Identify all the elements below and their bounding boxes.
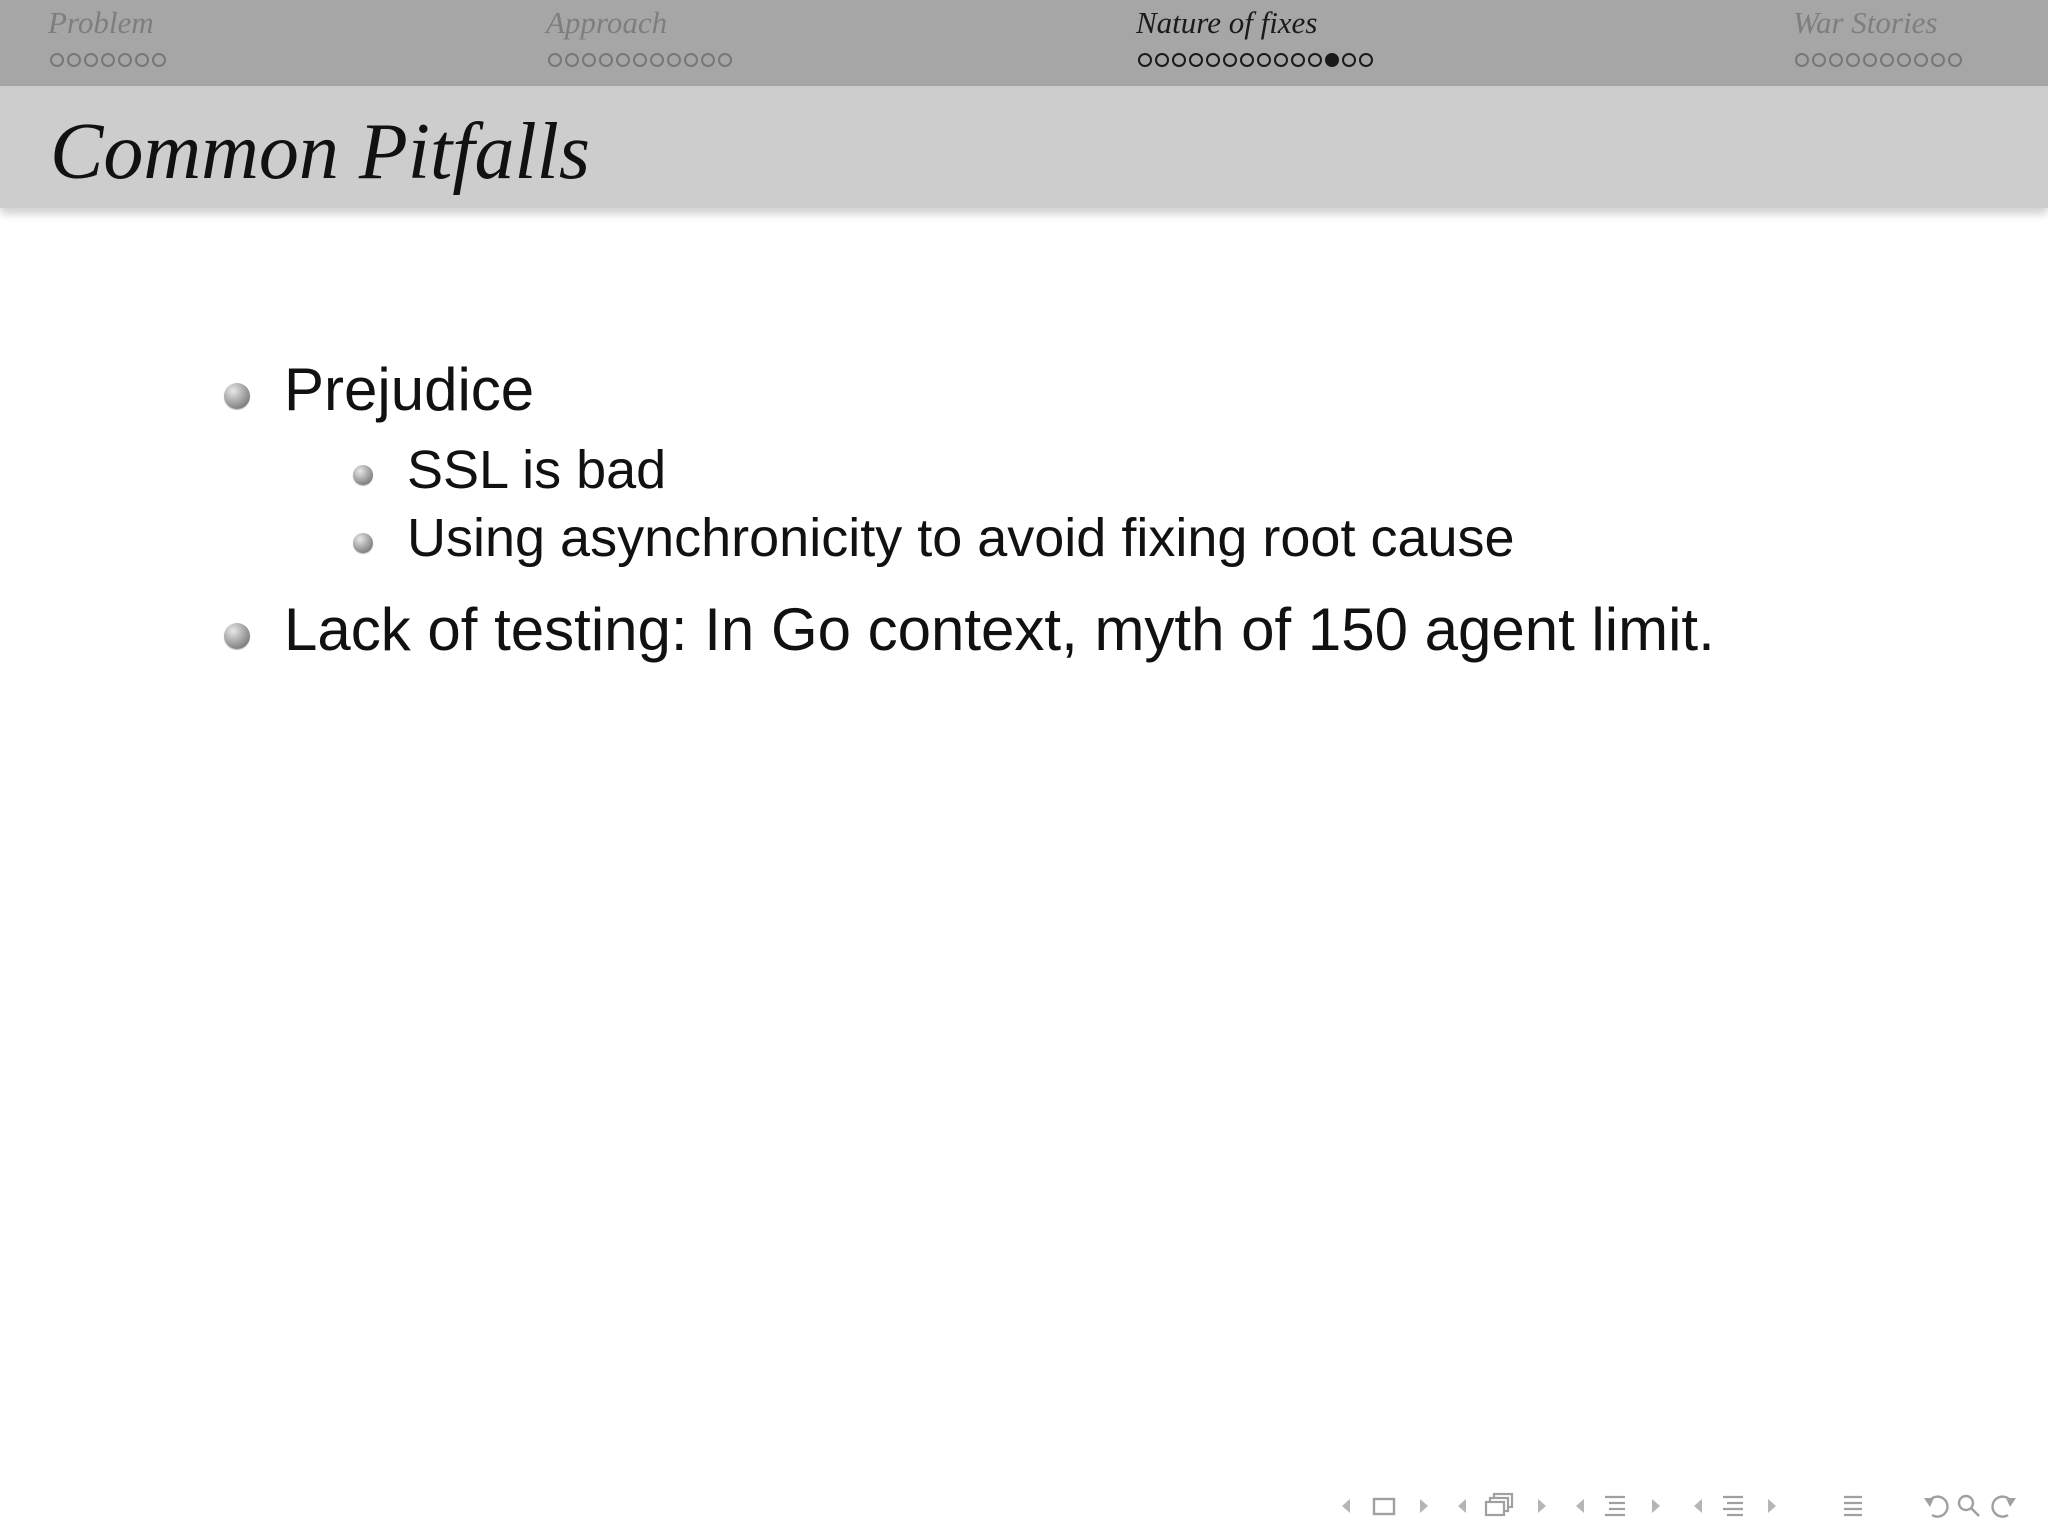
frame-icon[interactable] [1482,1488,1516,1524]
nav-slide-dot-current[interactable] [1325,53,1339,67]
nav-slide-dots [1138,49,1376,71]
nav-slide-dot[interactable] [1308,53,1322,67]
previous-slide-icon[interactable] [1338,1488,1354,1524]
nav-slide-dot[interactable] [565,53,579,67]
nav-slide-dot[interactable] [718,53,732,67]
next-section-icon[interactable] [1764,1488,1780,1524]
frame-title: Common Pitfalls [50,108,591,196]
nav-slide-dot[interactable] [582,53,596,67]
search-icon[interactable] [1954,1488,1984,1524]
nav-slide-dot[interactable] [667,53,681,67]
next-frame-icon[interactable] [1534,1488,1550,1524]
nav-slide-dot[interactable] [1155,53,1169,67]
previous-frame-icon[interactable] [1454,1488,1470,1524]
bullet-text: Lack of testing: In Go context, myth of 150 agent limit. [284,596,1715,663]
bullet-text: SSL is bad [407,440,667,500]
nav-slide-dot[interactable] [1206,53,1220,67]
next-slide-icon[interactable] [1416,1488,1432,1524]
nav-slide-dot[interactable] [1359,53,1373,67]
subsection-icon[interactable] [1600,1488,1630,1524]
nav-slide-dot[interactable] [684,53,698,67]
nav-slide-dot[interactable] [152,53,166,67]
section-icon[interactable] [1718,1488,1748,1524]
nav-slide-dot[interactable] [599,53,613,67]
back-icon[interactable] [1920,1488,1954,1524]
nav-slide-dot[interactable] [135,53,149,67]
nav-slide-dot[interactable] [1880,53,1894,67]
nav-slide-dot[interactable] [548,53,562,67]
nav-slide-dot[interactable] [701,53,715,67]
nav-slide-dot[interactable] [101,53,115,67]
section-navigation-bar [0,0,2048,86]
nav-slide-dots [548,49,735,71]
nav-slide-dot[interactable] [1812,53,1826,67]
nav-section-title[interactable]: Nature of fixes [1136,5,1318,40]
nav-slide-dot[interactable] [67,53,81,67]
frame-title-bar [0,86,2048,208]
bullet-ball-icon [353,465,373,485]
nav-slide-dot[interactable] [1223,53,1237,67]
nav-slide-dot[interactable] [650,53,664,67]
nav-section-title[interactable]: War Stories [1793,5,1938,40]
bullet-text: Using asynchronicity to avoid fixing root cause [407,508,1515,568]
bullet-ball-icon [353,533,373,553]
nav-slide-dot[interactable] [1172,53,1186,67]
nav-slide-dot[interactable] [1189,53,1203,67]
nav-slide-dot[interactable] [616,53,630,67]
nav-slide-dot[interactable] [1795,53,1809,67]
nav-section-title[interactable]: Approach [546,5,668,40]
nav-slide-dot[interactable] [1274,53,1288,67]
slide-icon[interactable] [1370,1488,1398,1524]
nav-slide-dots [50,49,169,71]
bullet-text: Prejudice [284,356,535,423]
nav-slide-dot[interactable] [633,53,647,67]
nav-section-title[interactable]: Problem [48,5,154,40]
beamer-navigation-controls [1330,1488,2030,1524]
nav-slide-dot[interactable] [1291,53,1305,67]
forward-icon[interactable] [1986,1488,2020,1524]
previous-subsection-icon[interactable] [1572,1488,1588,1524]
bullet-ball-icon [224,383,250,409]
document-icon[interactable] [1838,1488,1868,1524]
nav-slide-dot[interactable] [1138,53,1152,67]
next-subsection-icon[interactable] [1648,1488,1664,1524]
nav-slide-dots [1795,49,1965,71]
nav-slide-dot[interactable] [118,53,132,67]
nav-slide-dot[interactable] [1257,53,1271,67]
nav-slide-dot[interactable] [1863,53,1877,67]
previous-section-icon[interactable] [1690,1488,1706,1524]
nav-slide-dot[interactable] [84,53,98,67]
nav-slide-dot[interactable] [1914,53,1928,67]
nav-slide-dot[interactable] [1240,53,1254,67]
nav-slide-dot[interactable] [1897,53,1911,67]
nav-slide-dot[interactable] [50,53,64,67]
nav-slide-dot[interactable] [1846,53,1860,67]
bullet-ball-icon [224,623,250,649]
nav-slide-dot[interactable] [1829,53,1843,67]
nav-slide-dot[interactable] [1948,53,1962,67]
nav-slide-dot[interactable] [1342,53,1356,67]
nav-slide-dot[interactable] [1931,53,1945,67]
